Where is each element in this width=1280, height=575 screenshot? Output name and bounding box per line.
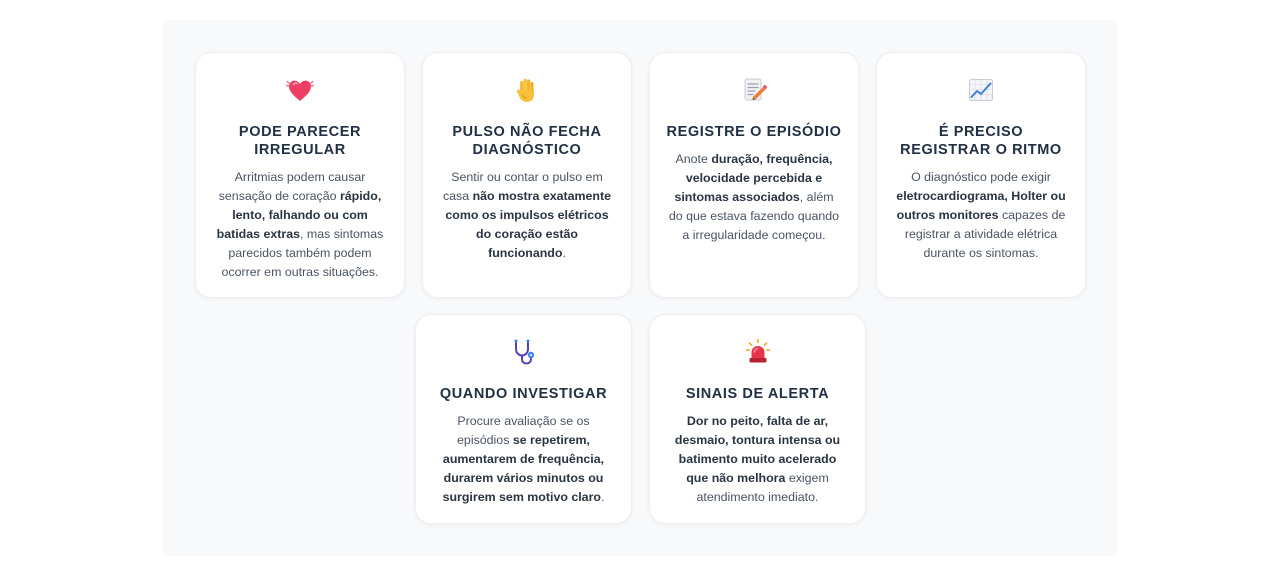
card-title: REGISTRE O EPISÓDIO [666,124,842,140]
card-text [893,168,1069,263]
card-text-segment: capazes de registrar a atividade elétrica durante os sintomas. [904,208,1066,260]
heart-icon [285,75,315,105]
card-text-segment: Sentir ou contar o pulso em casa [442,170,603,203]
card-text-segment: Anote [675,152,712,166]
card-text-segment: O diagnóstico pode exigir [911,170,1051,184]
card-text-segment: Arritmias podem causar sensação de coração [218,170,366,203]
card-title: PODE PARECER IRREGULAR [238,124,362,158]
card-text-segment: . [600,490,605,504]
card-text-emphasis: Dor no peito, falta de ar, desmaio, tontura intensa ou batimento muito acelerado que não melhora [674,414,841,485]
card-title: SINAIS DE ALERTA [685,386,830,402]
card-text-emphasis: eletrocardiograma, Holter ou outros monitores [896,189,1066,222]
card-title: QUANDO INVESTIGAR [439,386,608,402]
memo-icon [739,75,769,105]
raised-hand-icon [512,75,542,105]
card-text [666,150,842,245]
card-text-segment: , além do que estava fazendo quando a irregularidade começou. [668,190,840,242]
card-text [666,412,849,507]
card-text-emphasis: duração, frequência, velocidade percebida e sintomas associados [674,152,833,204]
card-text-emphasis: rápido, lento, falhando ou com batidas extras [216,189,382,241]
card-text-segment: , mas sintomas parecidos também podem ocorrer em outras situações. [221,227,384,279]
stethoscope-icon [509,337,539,367]
card-irregular [195,52,405,298]
card-text-emphasis: não mostra exatamente como os impulsos elétricos do coração estão funcionando [445,189,612,260]
chart-increasing-icon [966,75,996,105]
card-text [439,168,615,263]
card-text-segment: exigem atendimento imediato. [696,471,829,504]
card-text [212,168,388,282]
card-register-episode [649,52,859,298]
card-text-segment: . [562,246,566,260]
card-warning-signs [649,314,866,524]
card-text-segment: Procure avaliação se os episódios [457,414,590,447]
card-title: PULSO NÃO FECHA DIAGNÓSTICO [452,124,602,158]
card-when-investigate [415,314,632,524]
card-title: É PRECISO REGISTRAR O RITMO [900,124,1062,158]
card-text-emphasis: se repetirem, aumentarem de frequência, durarem vários minutos ou surgirem sem motivo claro [442,433,605,504]
card-text [432,412,615,507]
card-pulse [422,52,632,298]
card-record-rhythm [876,52,1086,298]
siren-icon [743,337,773,367]
